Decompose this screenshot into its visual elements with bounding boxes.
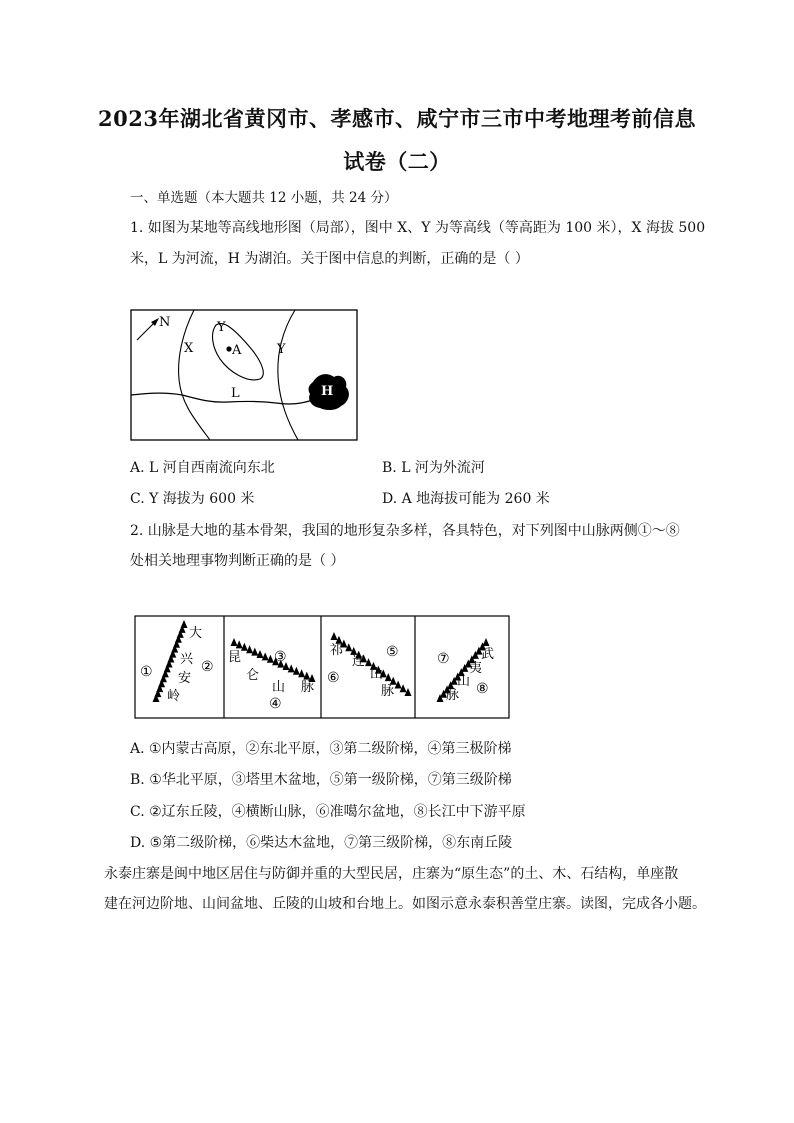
q2-option-b: B. ①华北平原，③塔里木盆地，⑤第一级阶梯，⑦第三级阶梯 (130, 772, 512, 788)
m1-char-1: 大 (189, 626, 203, 641)
section-header: 一、单选题（本大题共 12 小题，共 24 分） (130, 190, 398, 206)
passage-line2: 建在河边阶地、山间盆地、丘陵的山坡和台地上。如图示意永泰积善堂庄寨。读图，完成各小题。 (104, 896, 706, 912)
q1-stem-line2: 米，L 为河流，H 为湖泊。关于图中信息的判断，正确的是（ ） (130, 251, 529, 267)
m4-char-4: 脉 (446, 688, 460, 703)
q2-mountain-figure (134, 615, 510, 720)
q2-stem-line1: 2. 山脉是大地的基本骨架，我国的地形复杂多样，各具特色，对下列图中山脉两侧①～⑧ (130, 523, 680, 539)
m3-char-3: 山 (370, 667, 384, 682)
q2-option-a: A. ①内蒙古高原，②东北平原，③第二级阶梯，④第三极阶梯 (130, 741, 512, 757)
m4-char-3: 山 (457, 674, 471, 689)
m4-char-1: 武 (481, 647, 495, 662)
marker-2: ② (201, 659, 214, 675)
marker-8: ⑧ (476, 681, 489, 697)
map-label-x: X (184, 341, 194, 356)
q2-stem-line2: 处相关地理事物判断正确的是（ ） (130, 553, 345, 569)
q1-stem-line1: 1. 如图为某地等高线地形图（局部），图中 X、Y 为等高线（等高距为 100 米），X 海拔 500 (130, 220, 706, 236)
m3-char-4: 脉 (381, 684, 395, 699)
marker-7: ⑦ (437, 651, 450, 667)
q1-option-a: A. L 河自西南流向东北 (130, 460, 275, 476)
m3-char-2: 连 (352, 654, 366, 669)
marker-4: ④ (269, 696, 282, 712)
m1-char-4: 岭 (167, 689, 181, 704)
m1-char-3: 安 (178, 671, 192, 686)
q1-option-b: B. L 河为外流河 (382, 460, 485, 476)
marker-5: ⑤ (386, 644, 399, 660)
map-label-y-right: Y (277, 342, 286, 357)
map-label-y-inner: Y (217, 320, 226, 335)
document-title-line1: 2023年湖北省黄冈市、孝感市、咸宁市三市中考地理考前信息 (98, 106, 696, 131)
m2-char-1: 昆 (228, 650, 242, 665)
marker-6: ⑥ (327, 670, 340, 686)
m1-char-2: 兴 (180, 652, 194, 667)
marker-3: ③ (274, 649, 287, 665)
q1-option-c: C. Y 海拔为 600 米 (130, 491, 255, 507)
point-a-icon (226, 346, 231, 351)
q1-contour-map (130, 309, 358, 441)
m2-char-3: 山 (272, 680, 286, 695)
m4-char-2: 夷 (469, 661, 483, 676)
q1-option-d: D. A 地海拔可能为 260 米 (382, 491, 550, 507)
map-label-a: A (232, 343, 242, 358)
m2-char-2: 仑 (246, 668, 260, 683)
m3-char-1: 祁 (330, 643, 344, 658)
passage-line1: 永泰庄寨是闽中地区居住与防御并重的大型民居，庄寨为“原生态”的土、木、石结构，单座散 (104, 866, 679, 882)
map-label-h: H (321, 384, 334, 399)
document-title-line2: 试卷（二） (343, 149, 451, 174)
marker-1: ① (140, 664, 153, 680)
map-label-north: N (159, 315, 171, 330)
q2-option-d: D. ⑤第二级阶梯，⑥柴达木盆地，⑦第三级阶梯，⑧东南丘陵 (130, 835, 513, 851)
map-label-l: L (231, 386, 240, 401)
m2-char-4: 脉 (301, 680, 315, 695)
q2-option-c: C. ②辽东丘陵，④横断山脉，⑥准噶尔盆地，⑧长江中下游平原 (130, 804, 526, 820)
